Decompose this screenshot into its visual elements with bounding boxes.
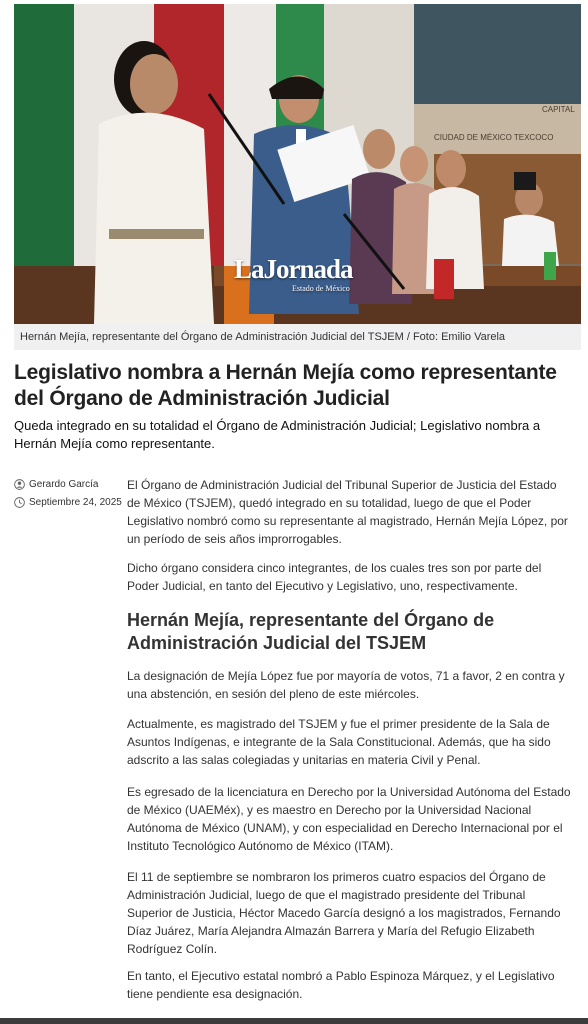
article-date <box>14 497 126 508</box>
article-paragraph-2: Dicho órgano considera cinco integrantes, de los cuales tres son por parte del Poder Judicial, en tanto del Ejecutivo y Legislativo, uno, respectivamente. <box>127 561 542 593</box>
article-paragraph-4: Actualmente, es magistrado del TSJEM y fue el primer presidente de la Sala de Asuntos Indígenas, e integrante de la Sala Constitucional. Además, que ha sido adscrito a las salas colegiadas y unitarias en materia Civil y Penal. <box>127 717 551 767</box>
photo-caption-bar <box>14 324 581 350</box>
article-subheading: Hernán Mejía, representante del Órgano de Administración Judicial del TSJEM <box>127 610 495 653</box>
article-subheadline: Queda integrado en su totalidad el Órgano de Administración Judicial; Legislativo nombra a Hernán Mejía como representante. <box>14 418 541 451</box>
bottom-scroll-bar <box>0 1018 588 1024</box>
article-photo <box>14 4 581 324</box>
user-icon <box>14 479 25 490</box>
watermark-subtitle: Estado de México <box>292 284 350 293</box>
watermark-logo: LaJornada <box>234 254 353 284</box>
article-paragraph-1: El Órgano de Administración Judicial del Tribunal Superior de Justicia del Estado de México (TSJEM), quedó integrado en su totalidad, luego de que el Poder Legislativo nombró como su representante al magistrado, Hernán Mejía López, por un período de seis años improrrogables. <box>127 478 568 546</box>
wall-sign-2: CAPITAL <box>542 105 575 114</box>
article-paragraph-7: En tanto, el Ejecutivo estatal nombró a Pablo Espinoza Márquez, y el Legislativo tiene pendiente esa designación. <box>127 969 555 1001</box>
article-paragraph-3: La designación de Mejía López fue por mayoría de votos, 71 a favor, 2 en contra y una abstención, en sesión del pleno de este miércoles. <box>127 669 565 701</box>
article-author[interactable] <box>14 479 126 490</box>
photo-caption: Hernán Mejía, representante del Órgano de Administración Judicial del TSJEM / Foto: Emilio Varela <box>20 331 506 343</box>
wall-sign: CIUDAD DE MÉXICO TEXCOCO <box>434 133 554 142</box>
clock-icon <box>14 497 25 508</box>
article-paragraph-6: El 11 de septiembre se nombraron los primeros cuatro espacios del Órgano de Administración Judicial, luego de que el magistrado presidente del Tribunal Superior de Justicia, Héctor Macedo García designó a los magistrados, Fernando Díaz Juárez, María Alejandra Almazán Barrera y María del Refugio Elizabeth Rodríguez Colín. <box>127 870 561 956</box>
author-name[interactable]: Gerardo García <box>29 479 99 490</box>
photo-watermark <box>234 256 353 293</box>
article-headline: Legislativo nombra a Hernán Mejía como representante del Órgano de Administración Judicial <box>14 361 557 410</box>
publish-date: Septiembre 24, 2025 <box>29 497 122 508</box>
article-paragraph-5: Es egresado de la licenciatura en Derecho por la Universidad Autónoma del Estado de México (UAEMéx), y es maestro en Derecho por la Universidad Nacional Autónoma de México (UNAM), y con especialidad en Derecho Internacional por el Instituto Tecnológico Autónomo de México (ITAM). <box>127 785 571 853</box>
